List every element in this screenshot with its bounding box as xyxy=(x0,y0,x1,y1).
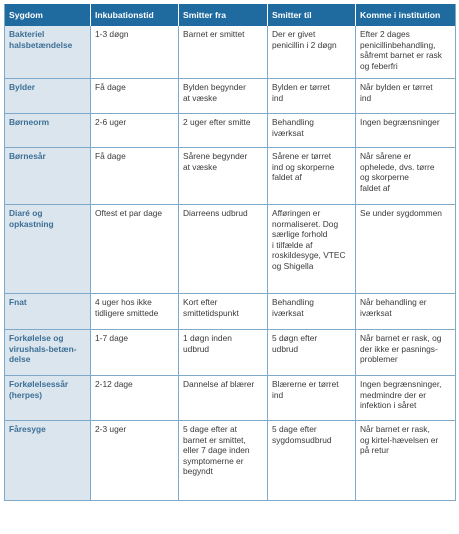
disease-name: Børnesår xyxy=(9,151,46,161)
disease-name-cell xyxy=(5,330,91,376)
contagious-until-cell xyxy=(268,330,356,376)
table-row xyxy=(5,79,456,114)
disease-name-cell xyxy=(5,205,91,294)
return-to-institution-text: Ingen begrænsninger, medmindre der er infektion i såret xyxy=(360,379,442,411)
disease-table-container xyxy=(4,4,455,501)
return-to-institution-cell xyxy=(356,148,456,205)
contagious-from-cell xyxy=(179,79,268,114)
disease-name: Bylder xyxy=(9,82,36,92)
return-to-institution-text: Når bylden er tørret ind xyxy=(360,82,433,103)
return-to-institution-text: Når behandling er iværksat xyxy=(360,297,427,318)
contagious-from-cell xyxy=(179,294,268,330)
incubation-cell xyxy=(91,26,179,79)
return-to-institution-text: Efter 2 dages penicillinbehandling, såfremt barnet er rask og feberfri xyxy=(360,29,442,71)
incubation-text: 1-7 dage xyxy=(95,333,129,343)
contagious-until-text: Behandling iværksat xyxy=(272,117,314,138)
contagious-from-cell xyxy=(179,330,268,376)
disease-name-cell xyxy=(5,421,91,501)
column-header-komme-i-institution: Komme i institution xyxy=(356,4,456,26)
return-to-institution-cell xyxy=(356,79,456,114)
disease-name: Forkølelsessår (herpes) xyxy=(9,379,69,400)
disease-name-cell xyxy=(5,376,91,421)
incubation-text: 4 uger hos ikke tidligere smittede xyxy=(95,297,159,318)
contagious-until-cell xyxy=(268,79,356,114)
return-to-institution-cell xyxy=(356,294,456,330)
contagious-from-text: Diarreens udbrud xyxy=(183,208,248,218)
column-header-smitter-til: Smitter til xyxy=(268,4,356,26)
disease-name-cell xyxy=(5,114,91,148)
incubation-cell xyxy=(91,330,179,376)
table-row xyxy=(5,114,456,148)
column-header-inkubationstid: Inkubationstid xyxy=(91,4,179,26)
contagious-from-cell xyxy=(179,376,268,421)
contagious-until-cell xyxy=(268,26,356,79)
contagious-until-text: Bylden er tørret ind xyxy=(272,82,330,103)
return-to-institution-cell xyxy=(356,205,456,294)
incubation-text: 2-12 dage xyxy=(95,379,133,389)
table-row xyxy=(5,294,456,330)
contagious-until-text: Der er givet penicillin i 2 døgn xyxy=(272,29,337,50)
incubation-text: Få dage xyxy=(95,82,126,92)
contagious-until-cell xyxy=(268,205,356,294)
incubation-cell xyxy=(91,205,179,294)
table-row xyxy=(5,376,456,421)
return-to-institution-cell xyxy=(356,330,456,376)
contagious-until-cell xyxy=(268,114,356,148)
contagious-from-text: 2 uger efter smitte xyxy=(183,117,251,127)
disease-table xyxy=(4,4,456,501)
contagious-from-text: Sårene begynder at væske xyxy=(183,151,248,172)
table-row xyxy=(5,421,456,501)
incubation-cell xyxy=(91,376,179,421)
contagious-from-text: 1 døgn inden udbrud xyxy=(183,333,232,354)
return-to-institution-text: Når barnet er rask, og kirtel-hævelsen er på retur xyxy=(360,424,439,456)
contagious-until-text: Behandling iværksat xyxy=(272,297,314,318)
contagious-from-cell xyxy=(179,421,268,501)
incubation-text: 1-3 døgn xyxy=(95,29,129,39)
contagious-from-cell xyxy=(179,114,268,148)
contagious-from-text: Bylden begynder at væske xyxy=(183,82,246,103)
return-to-institution-cell xyxy=(356,376,456,421)
contagious-from-text: Dannelse af blærer xyxy=(183,379,255,389)
contagious-until-text: Afføringen er normaliseret. Dog særlige forhold i tilfælde af roskildesyge, VTEC og Shigella xyxy=(272,208,346,271)
disease-name-cell xyxy=(5,148,91,205)
contagious-from-cell xyxy=(179,26,268,79)
contagious-until-text: Sårene er tørret ind og skorperne faldet af xyxy=(272,151,335,183)
table-row xyxy=(5,148,456,205)
return-to-institution-cell xyxy=(356,26,456,79)
incubation-cell xyxy=(91,114,179,148)
contagious-until-text: 5 dage efter sygdomsudbrud xyxy=(272,424,332,445)
incubation-cell xyxy=(91,294,179,330)
disease-name: Fåresyge xyxy=(9,424,46,434)
table-header-row xyxy=(5,4,456,26)
contagious-until-text: Blærerne er tørret ind xyxy=(272,379,339,400)
return-to-institution-cell xyxy=(356,114,456,148)
disease-name: Diaré og opkastning xyxy=(9,208,54,229)
contagious-from-text: Barnet er smittet xyxy=(183,29,245,39)
contagious-until-cell xyxy=(268,421,356,501)
contagious-until-cell xyxy=(268,376,356,421)
table-row xyxy=(5,205,456,294)
contagious-until-text: 5 døgn efter udbrud xyxy=(272,333,318,354)
contagious-from-text: Kort efter smittetidspunkt xyxy=(183,297,239,318)
return-to-institution-text: Når barnet er rask, og der ikke er pasnings- problemer xyxy=(360,333,442,365)
contagious-from-cell xyxy=(179,205,268,294)
disease-name-cell xyxy=(5,79,91,114)
return-to-institution-text: Se under sygdommen xyxy=(360,208,442,218)
disease-name: Fnat xyxy=(9,297,27,307)
disease-name: Bakteriel halsbetændelse xyxy=(9,29,73,50)
incubation-text: Få dage xyxy=(95,151,126,161)
column-header-smitter-fra: Smitter fra xyxy=(179,4,268,26)
incubation-cell xyxy=(91,148,179,205)
return-to-institution-text: Ingen begrænsninger xyxy=(360,117,440,127)
contagious-until-cell xyxy=(268,294,356,330)
disease-name-cell xyxy=(5,26,91,79)
incubation-cell xyxy=(91,79,179,114)
incubation-text: Oftest et par dage xyxy=(95,208,163,218)
contagious-from-cell xyxy=(179,148,268,205)
incubation-text: 2-3 uger xyxy=(95,424,127,434)
incubation-cell xyxy=(91,421,179,501)
disease-name-cell xyxy=(5,294,91,330)
contagious-from-text: 5 dage efter at barnet er smittet, eller 7 dage inden symptomerne er begyndt xyxy=(183,424,250,477)
incubation-text: 2-6 uger xyxy=(95,117,127,127)
column-header-sygdom: Sygdom xyxy=(5,4,91,26)
table-row xyxy=(5,26,456,79)
contagious-until-cell xyxy=(268,148,356,205)
table-row xyxy=(5,330,456,376)
return-to-institution-text: Når sårene er ophelede, dvs. tørre og skorperne faldet af xyxy=(360,151,435,193)
disease-name: Forkølelse og virushals-betæn- delse xyxy=(9,333,77,365)
return-to-institution-cell xyxy=(356,421,456,501)
disease-name: Børneorm xyxy=(9,117,50,127)
